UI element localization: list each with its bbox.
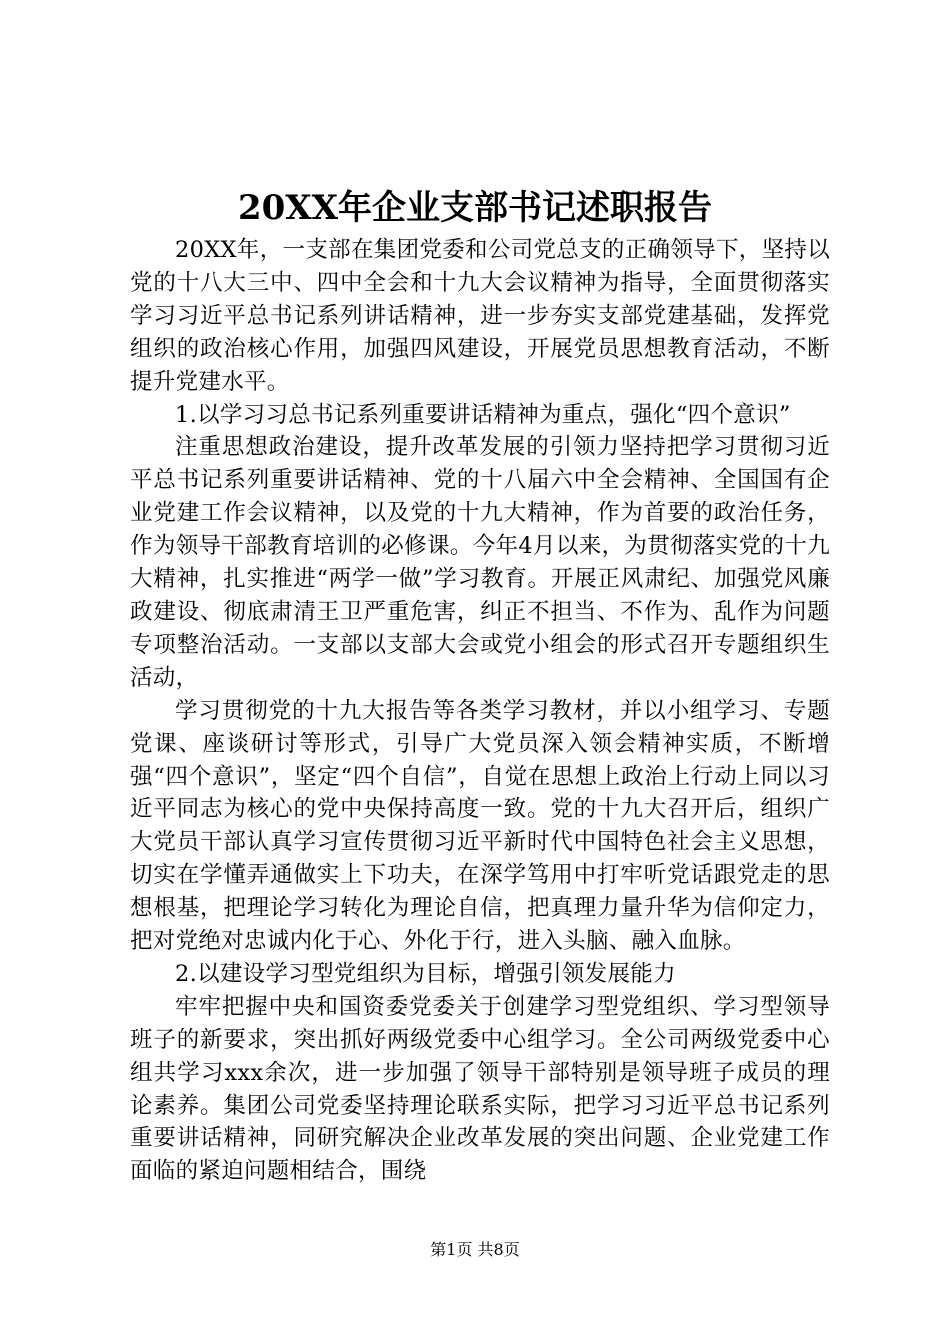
section-heading-2: 2.以建设学习型党组织为目标，增强引领发展能力 xyxy=(175,960,676,987)
document-title: 20XX年企业支部书记述职报告 xyxy=(237,188,713,228)
section-heading-1: 1.以学习习总书记系列重要讲话精神为重点，强化“四个意识” xyxy=(175,401,791,428)
paragraph-section-1-a: 注重思想政治建设，提升改革发展的引领力坚持把学习贯彻习近平总书记系列重要讲话精神、党的十八届六中全会精神、全国国有企业党建工作会议精神，以及党的十九大精神，作为首要的政治任务，作为领导干部教育培训的必修课。今年4月以来，为贯彻落实党的十九大精神，扎实推进“两学一做”学习教育。开展正风肃纪、加强党风廉政建设、彻底肃清王卫严重危害，纠正不担当、不作为、乱作为问题专项整治活动。一支部以支部大会或党小组会的形式召开专题组织生活动， xyxy=(130,434,830,691)
paragraph-section-2: 牢牢把握中央和国资委党委关于创建学习型党组织、学习型领导班子的新要求，突出抓好两级党委中心组学习。全公司两级党委中心组共学习xxx余次，进一步加强了领导干部特别是领导班子成员的理论素养。集团公司党委坚持理论联系实际，把学习习近平总书记系列重要讲话精神，同研究解决企业改革发展的突出问题、企业党建工作面临的紧迫问题相结合，围绕 xyxy=(130,993,830,1185)
paragraph-section-1-b: 学习贯彻党的十九大报告等各类学习教材，并以小组学习、专题党课、座谈研讨等形式，引导广大党员深入领会精神实质，不断增强“四个意识”，坚定“四个自信”，自觉在思想上政治上行动上同以习近平同志为核心的党中央保持高度一致。党的十九大召开后，组织广大党员干部认真学习宣传贯彻习近平新时代中国特色社会主义思想，切实在学懂弄通做实上下功夫，在深学笃用中打牢听党话跟党走的思想根基，把理论学习转化为理论自信，把真理力量升华为信仰定力，把对党绝对忠诚内化于心、外化于行，进入头脑、融入血脉。 xyxy=(130,697,830,955)
page-footer: 第1页 共8页 xyxy=(430,1240,520,1259)
paragraph-intro: 20XX年，一支部在集团党委和公司党总支的正确领导下，坚持以党的十八大三中、四中全会和十九大会议精神为指导，全面贯彻落实学习习近平总书记系列讲话精神，进一步夯实支部党建基础，发挥党组织的政治核心作用，加强四风建设，开展党员思想教育活动，不断提升党建水平。 xyxy=(130,237,830,395)
document-body xyxy=(130,234,830,1188)
